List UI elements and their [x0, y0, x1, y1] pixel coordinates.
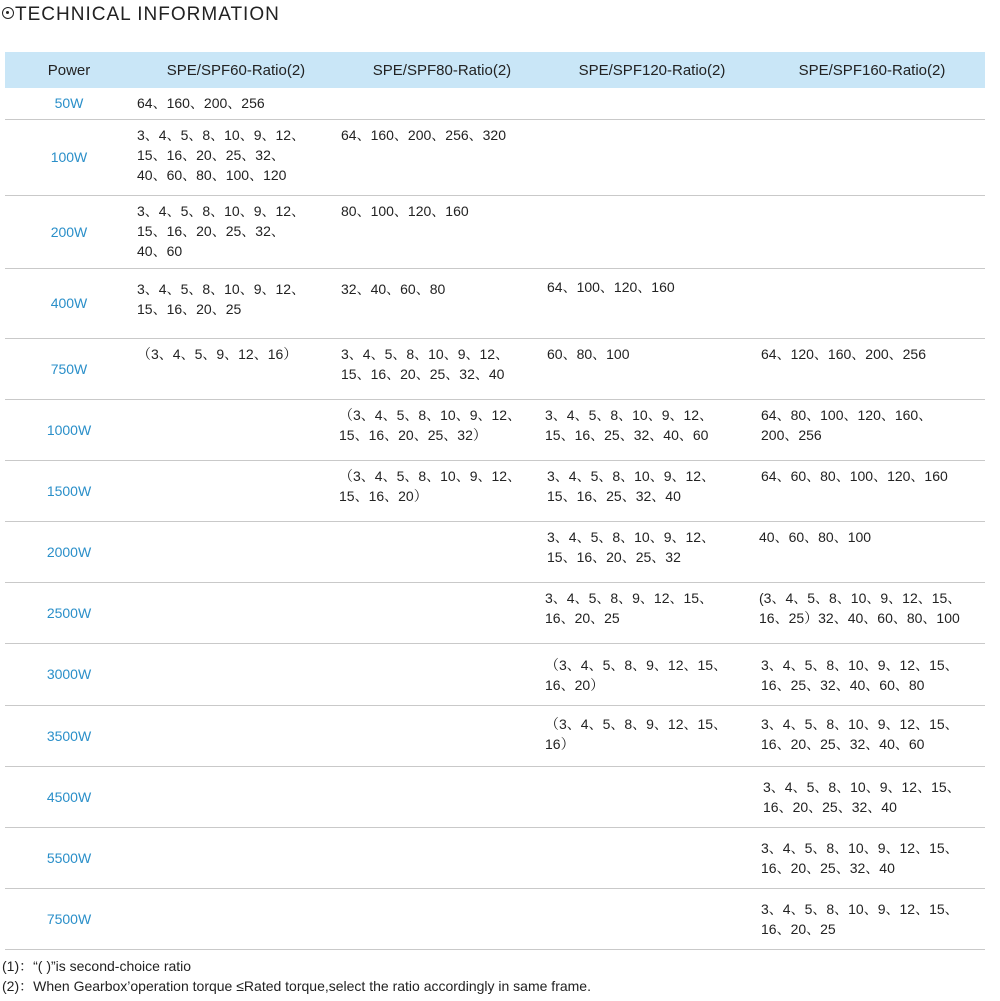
table-row — [5, 643, 985, 705]
spf80-cell — [339, 338, 545, 399]
spf160-cell — [759, 521, 985, 582]
spf120-cell — [545, 827, 759, 888]
footnotes — [2, 956, 591, 996]
ratio-text: 64、60、80、100、120、160 — [761, 467, 948, 484]
spf60-cell — [133, 195, 339, 268]
power-cell: 2000W — [5, 521, 133, 582]
power-cell: 3000W — [5, 643, 133, 705]
ratio-text: 3、4、5、8、10、9、12、15、 16、20、25、32、40、60 — [761, 715, 959, 752]
spf80-cell — [339, 119, 545, 195]
power-cell: 1000W — [5, 399, 133, 460]
ratio-text: 3、4、5、8、10、9、12、 15、16、20、25、32 — [547, 528, 716, 565]
spf60-cell — [133, 766, 339, 827]
page-title — [2, 4, 280, 26]
spf60-cell — [133, 827, 339, 888]
spf160-cell — [759, 88, 985, 119]
power-cell: 4500W — [5, 766, 133, 827]
power-cell: 5500W — [5, 827, 133, 888]
header-spf80: SPE/SPF80-Ratio(2) — [339, 52, 545, 88]
spf160-cell — [759, 338, 985, 399]
header-spf160: SPE/SPF160-Ratio(2) — [759, 52, 985, 88]
spf60-cell — [133, 521, 339, 582]
power-cell: 200W — [5, 195, 133, 268]
ratio-text: （3、4、5、8、9、12、15、 16） — [545, 715, 728, 752]
spf120-cell — [545, 88, 759, 119]
spf120-cell — [545, 460, 759, 521]
spf160-cell — [759, 705, 985, 766]
header-spf120: SPE/SPF120-Ratio(2) — [545, 52, 759, 88]
spf60-cell — [133, 119, 339, 195]
spf160-cell — [759, 888, 985, 949]
ratio-text: （3、4、5、9、12、16） — [137, 345, 298, 362]
spf80-cell — [339, 643, 545, 705]
table-row — [5, 766, 985, 827]
ratio-text: (3、4、5、8、10、9、12、15、 16、25）32、40、60、80、100 — [759, 589, 962, 626]
ratio-text: 3、4、5、8、9、12、15、 16、20、25 — [545, 589, 714, 626]
table-row — [5, 888, 985, 949]
ratio-text: 3、4、5、8、10、9、12、15、 16、25、32、40、60、80 — [761, 656, 959, 693]
spf80-cell — [339, 888, 545, 949]
ratio-text: 3、4、5、8、10、9、12、 15、16、20、25、32、 40、60 — [137, 202, 306, 259]
spf60-cell — [133, 399, 339, 460]
spf120-cell — [545, 888, 759, 949]
spf120-cell — [545, 643, 759, 705]
spf80-cell — [339, 582, 545, 643]
ratio-text: 60、80、100 — [547, 345, 630, 362]
footnote-2: (2)：When Gearbox’operation torque ≤Rated torque,select the ratio accordingly in same frame. — [2, 978, 591, 994]
ratio-text: 3、4、5、8、10、9、12、 15、16、20、25 — [137, 280, 306, 317]
spf160-cell — [759, 460, 985, 521]
ratio-text: （3、4、5、8、9、12、15、 16、20） — [545, 656, 728, 693]
ratio-text: 64、160、200、256 — [137, 95, 265, 111]
ratio-text: 64、120、160、200、256 — [761, 345, 927, 362]
spf120-cell — [545, 268, 759, 338]
spf80-cell — [339, 521, 545, 582]
spf120-cell — [545, 119, 759, 195]
spf120-cell — [545, 766, 759, 827]
table-row — [5, 827, 985, 888]
ratio-text: 3、4、5、8、10、9、12、15、 16、20、25、32、40 — [761, 839, 959, 876]
spf80-cell — [339, 460, 545, 521]
ratio-text: 64、80、100、120、160、 200、256 — [761, 406, 933, 443]
power-cell: 400W — [5, 268, 133, 338]
ratio-text: 64、160、200、256、320 — [341, 126, 507, 143]
table-row — [5, 88, 985, 119]
spf120-cell — [545, 195, 759, 268]
spf120-cell — [545, 582, 759, 643]
power-cell: 100W — [5, 119, 133, 195]
spf60-cell — [133, 705, 339, 766]
spf60-cell — [133, 268, 339, 338]
spf160-cell — [759, 827, 985, 888]
power-cell: 2500W — [5, 582, 133, 643]
spf80-cell — [339, 827, 545, 888]
table-row — [5, 460, 985, 521]
ratio-text: 3、4、5、8、10、9、12、 15、16、25、32、40 — [547, 467, 716, 504]
table-row — [5, 582, 985, 643]
table-row — [5, 268, 985, 338]
header-power: Power — [5, 52, 133, 88]
table-row — [5, 521, 985, 582]
table-row — [5, 705, 985, 766]
table-row — [5, 399, 985, 460]
ratio-text: 3、4、5、8、10、9、12、 15、16、20、25、32、 40、60、80、100、120 — [137, 126, 306, 183]
table-header-row — [5, 52, 985, 88]
ratio-text: 3、4、5、8、10、9、12、 15、16、25、32、40、60 — [545, 406, 714, 443]
ratio-text: 3、4、5、8、10、9、12、15、 16、20、25、32、40 — [763, 778, 961, 815]
spf60-cell — [133, 643, 339, 705]
spf60-cell — [133, 460, 339, 521]
ratio-table — [5, 52, 985, 950]
spf80-cell — [339, 766, 545, 827]
spf60-cell — [133, 88, 339, 119]
table-row — [5, 195, 985, 268]
ratio-text: （3、4、5、8、10、9、12、 15、16、20、25、32） — [339, 406, 522, 443]
spf60-cell — [133, 582, 339, 643]
spf160-cell — [759, 399, 985, 460]
ratio-text: 80、100、120、160 — [341, 202, 469, 219]
table-row — [5, 338, 985, 399]
spf160-cell — [759, 195, 985, 268]
ratio-text: 32、40、60、80 — [341, 280, 446, 297]
power-cell: 50W — [5, 88, 133, 119]
ratio-text: 40、60、80、100 — [759, 528, 872, 545]
spf120-cell — [545, 399, 759, 460]
ratio-text: （3、4、5、8、10、9、12、 15、16、20） — [339, 467, 522, 504]
ratio-text: 64、100、120、160 — [547, 278, 675, 295]
spf80-cell — [339, 399, 545, 460]
power-cell: 3500W — [5, 705, 133, 766]
spf60-cell — [133, 888, 339, 949]
footnote-1: (1)：“( )”is second-choice ratio — [2, 958, 192, 974]
spf160-cell — [759, 119, 985, 195]
spf60-cell — [133, 338, 339, 399]
circle-dot-icon — [2, 7, 14, 19]
spf120-cell — [545, 705, 759, 766]
spf120-cell — [545, 338, 759, 399]
spf80-cell — [339, 705, 545, 766]
table-row — [5, 119, 985, 195]
spf160-cell — [759, 643, 985, 705]
power-cell: 1500W — [5, 460, 133, 521]
ratio-text: 3、4、5、8、10、9、12、15、 16、20、25 — [761, 900, 959, 937]
spf80-cell — [339, 195, 545, 268]
spf80-cell — [339, 88, 545, 119]
page-title-text: TECHNICAL INFORMATION — [15, 4, 280, 25]
spf120-cell — [545, 521, 759, 582]
ratio-text: 3、4、5、8、10、9、12、 15、16、20、25、32、40 — [341, 345, 510, 382]
spf160-cell — [759, 766, 985, 827]
power-cell: 750W — [5, 338, 133, 399]
spf160-cell — [759, 268, 985, 338]
header-spf60: SPE/SPF60-Ratio(2) — [133, 52, 339, 88]
spf80-cell — [339, 268, 545, 338]
power-cell: 7500W — [5, 888, 133, 949]
spf160-cell — [759, 582, 985, 643]
